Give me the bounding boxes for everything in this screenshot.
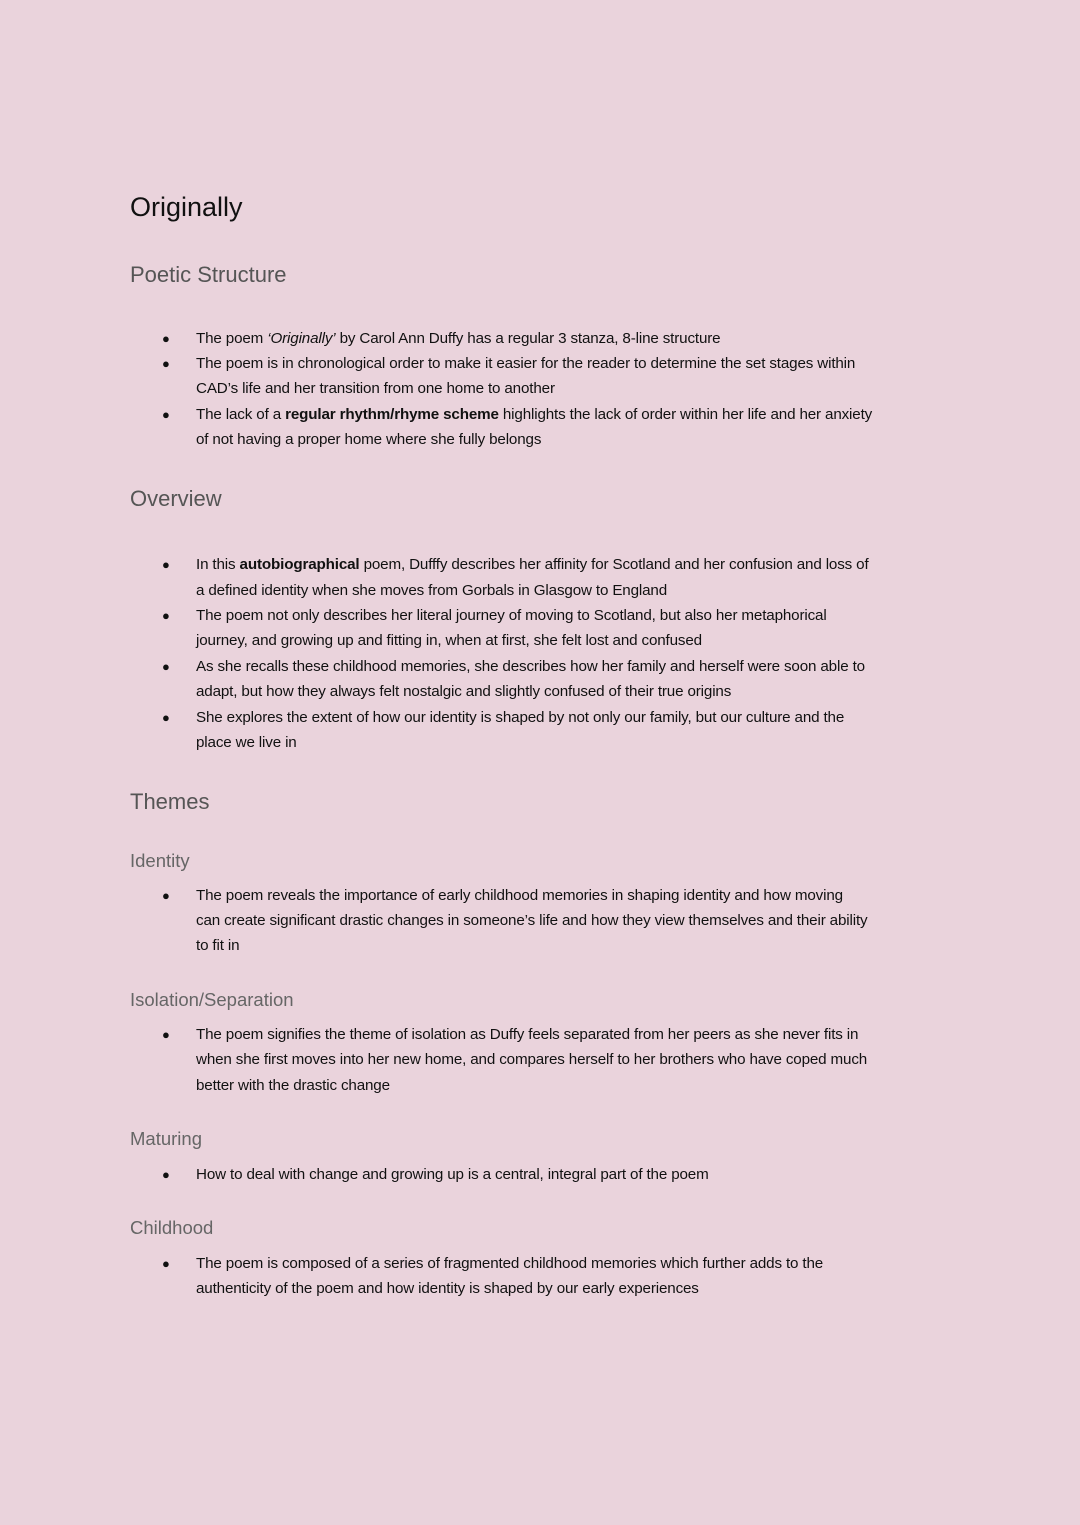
bold-text: autobiographical (239, 556, 360, 573)
bullet-icon: ● (162, 888, 170, 903)
bullet-text-line (196, 1049, 867, 1071)
bullet-text-line (196, 1164, 709, 1186)
bullet-text-line (196, 1024, 858, 1046)
bullet-icon: ● (162, 407, 170, 422)
text: The poem (196, 330, 268, 347)
bullet-text-line (196, 935, 239, 957)
text: poem, Dufffy describes her affinity for Scotland and her confusion and loss of (359, 556, 869, 573)
bullet-text-line (196, 605, 827, 627)
section-heading: Overview (130, 486, 222, 511)
bullet-text-line (196, 885, 843, 907)
section-heading: Poetic Structure (130, 262, 287, 287)
text: CAD’s life and her transition from one home to another (196, 380, 555, 397)
italic-text: ‘Originally’ (267, 330, 336, 347)
text: adapt, but how they always felt nostalgic and slightly confused of their true origins (196, 683, 732, 700)
bullet-text-line (196, 732, 297, 754)
text: In this (196, 556, 240, 573)
bullet-text-line (196, 378, 555, 400)
text: when she first moves into her new home, and compares herself to her brothers who have coped much (196, 1051, 868, 1068)
bullet-text-line (196, 554, 869, 576)
text: can create significant drastic changes in someone’s life and how they view themselves and their ability (196, 912, 868, 929)
text: to fit in (196, 937, 240, 954)
bullet-icon: ● (162, 659, 170, 674)
bullet-icon: ● (162, 1167, 170, 1182)
subsection-heading: Maturing (130, 1128, 202, 1149)
document-title: Originally (130, 192, 243, 222)
text: How to deal with change and growing up is a central, integral part of the poem (196, 1166, 709, 1183)
bullet-icon: ● (162, 1256, 170, 1271)
subsection-heading: Childhood (130, 1217, 214, 1238)
bullet-icon: ● (162, 710, 170, 725)
bullet-icon: ● (162, 331, 170, 346)
text: The poem not only describes her literal journey of moving to Scotland, but also her metaphorical (196, 607, 827, 624)
bullet-icon: ● (162, 608, 170, 623)
text: of not having a proper home where she fully belongs (196, 431, 542, 448)
bullet-text-line (196, 707, 844, 729)
text: by Carol Ann Duffy has a regular 3 stanza, 8-line structure (335, 330, 721, 347)
text: better with the drastic change (196, 1077, 390, 1094)
text: highlights the lack of order within her life and her anxiety (498, 406, 873, 423)
bullet-text-line (196, 1253, 823, 1275)
text: place we live in (196, 734, 297, 751)
bold-text: regular rhythm/rhyme scheme (285, 406, 499, 423)
bullet-text-line (196, 353, 855, 375)
text: As she recalls these childhood memories, she describes how her family and herself were soon able to (196, 658, 865, 675)
text: The poem reveals the importance of early childhood memories in shaping identity and how moving (196, 887, 843, 904)
bullet-icon: ● (162, 557, 170, 572)
text: a defined identity when she moves from Gorbals in Glasgow to England (196, 582, 668, 599)
bullet-text-line (196, 328, 720, 350)
text: The poem is composed of a series of fragmented childhood memories which further adds to the (196, 1255, 824, 1272)
bullet-text-line (196, 656, 865, 678)
bullet-text-line (196, 910, 867, 932)
subsection-heading: Identity (130, 850, 190, 871)
bullet-text-line (196, 1075, 390, 1097)
text: The poem is in chronological order to make it easier for the reader to determine the set stages within (196, 355, 856, 372)
bullet-text-line (196, 630, 702, 652)
text: The lack of a (196, 406, 286, 423)
bullet-text-line (196, 681, 731, 703)
bullet-text-line (196, 580, 667, 602)
subsection-heading: Isolation/Separation (130, 989, 294, 1010)
bullet-icon: ● (162, 1027, 170, 1042)
bullet-text-line (196, 404, 872, 426)
bullet-text-line (196, 1278, 699, 1300)
text: journey, and growing up and fitting in, when at first, she felt lost and confused (196, 632, 702, 649)
bullet-text-line (196, 429, 541, 451)
bullet-icon: ● (162, 356, 170, 371)
text: She explores the extent of how our identity is shaped by not only our family, but our culture and the (196, 709, 845, 726)
text: authenticity of the poem and how identity is shaped by our early experiences (196, 1280, 699, 1297)
section-heading: Themes (130, 789, 210, 814)
text: The poem signifies the theme of isolation as Duffy feels separated from her peers as she never fits in (196, 1026, 859, 1043)
